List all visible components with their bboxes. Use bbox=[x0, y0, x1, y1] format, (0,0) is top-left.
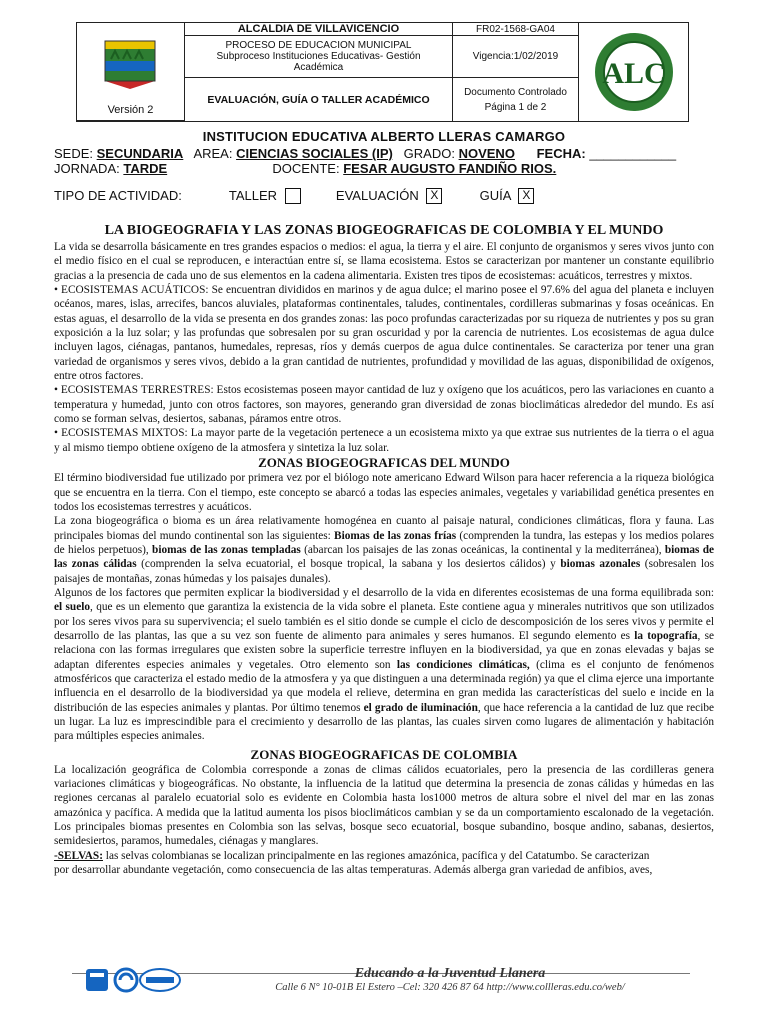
guia-checkbox[interactable]: X bbox=[518, 188, 534, 204]
doc-code: FR02-1568-GA04 bbox=[476, 23, 555, 35]
taller-label: TALLER bbox=[228, 188, 278, 203]
footer-address: Calle 6 N° 10-01B El Estero –Cel: 320 426 87 64 http://www.collleras.edu.co/web/ bbox=[275, 982, 625, 993]
sede-label: SEDE: bbox=[54, 146, 94, 161]
footer-logos-icon bbox=[86, 967, 182, 995]
grado-label: GRADO: bbox=[403, 146, 455, 161]
code-cell bbox=[453, 23, 579, 36]
activity-type-label: TIPO DE ACTIVIDAD: bbox=[54, 188, 182, 203]
info-row-2 bbox=[54, 161, 556, 176]
info-row-1 bbox=[54, 146, 676, 161]
taller-checkbox[interactable] bbox=[285, 188, 301, 204]
heading-colombia-zones: ZONAS BIOGEOGRAFICAS DE COLOMBIA bbox=[250, 746, 518, 762]
municipality-name: ALCALDIA DE VILLAVICENCIO bbox=[237, 23, 400, 35]
controlled-label: Documento Controlado bbox=[464, 86, 567, 98]
paragraph-aquatic: • ECOSISTEMAS ACUÁTICOS: Se encuentran divididos en marinos y de agua dulce; el marino posee el 97.6% del agua del planeta e incluyen océanos, mares, islas, arrecifes, bancos aluviales, plataformas continentales, taludes, continentales, cordilleras submarinas y fosas oceánicas. En estas aguas, el desarrollo de la vida se presenta en dos grandes zonas: las poco profundas caracterizadas por su riqueza de nutrientes y pos su gran exposición a la luz solar; y las profundas que sobresalen por su gran oscuridad y por la carencia de nutrientes. Los ecosistemas de agua dulce incluyen lagos, ciénagas, pantanos, humedales, represas, ríos y demás cuerpos de agua dulce continentales. Se caracteriza por tener una gran variedad de organismos y seres vivos, debido a la gran cantidad de nutrientes, profundidad y movilidad de las aguas, disponibilidad de oxígenos, entre otros factores. bbox=[54, 284, 714, 383]
grado-value: NOVENO bbox=[458, 146, 515, 161]
paragraph-colombia: La localización geográfica de Colombia corresponde a zonas de climas cálidos ecuatoriales, pero la presencia de las cordilleras genera variaciones climáticas y biogeográficas. No obstante, la influencia de la latitud que determina la presencia de zonas cálidas y húmedas en las regiones cercanas al paralelo ecuatorial solo es evidente en Colombia hasta los1000 metros de altura sobre el nivel del mar en las zonas amazónica y pacífica. A medida que la latitud aumenta los pisos bioclimáticos cambian y se da un comportamiento escalonado de la vegetación. Los principales biomas presentes en Colombia son las selvas, bosque seco ecuatorial, bosque subandino, bosque andino, sabanas, desiertos, semidesiertos, paramos, humedales, ciénagas y manglares. bbox=[54, 763, 714, 848]
evaluacion-checkbox[interactable]: X bbox=[426, 188, 442, 204]
paragraph-terrestrial: • ECOSISTEMAS TERRESTRES: Estos ecosistemas poseen mayor cantidad de luz y oxígeno que los acuáticos, pero las variaciones en cuanto a temperatura y humedad, junto con otros factores, son mayores, generando gran diversidad de zonas bioclimáticas alrededor del mundo. Es así como se forman selvas, desiertos, sabanas, páramos entre otros. bbox=[54, 384, 714, 426]
paragraph-factors: Algunos de los factores que permiten explicar la biodiversidad y el desarrollo de la vida en diferentes ecosistemas de una forma equilibrada son: el suelo, que es un elemento que garantiza la existencia de la vida sobre el planeta. Este contiene agua y minerales nutritivos que son utilizados por los seres vivos para su supervivencia; el suelo también es el sitio donde se cumple el ciclo de descomposición de los seres vivos y permite el desarrollo de las plantas, las que a su vez son fuente de alimento para animales y seres humanos. El segundo elemento es la topografía, se relaciona con las formas irregulares que existen sobre la superficie terrestre influyen en la biodiversidad, ya que en zonas elevadas y bajas se adaptan diferentes especies animales y vegetales. Otro elemento son las condiciones climáticas, (clima es el conjunto de fenómenos atmosféricos que caracteriza el estado medio de la atmosfera y ya que distinguen a una determinada región) ya que el clima ejerce una importante influencia en el desarrollo de la biodiversidad ya que modela el relieve, determina en gran medida las características del suelo e incide en la distribución de las especies animales y plantas. Por último tenemos el grado de iluminación, que hace referencia a la cantidad de luz que recibe un lugar. La luz es imprescindible para el crecimiento y desarrollo de las plantas, las cuales sirven como lugares de alimentación y habitación para múltiples especies animales. bbox=[54, 586, 715, 743]
paragraph-mixed: • ECOSISTEMAS MIXTOS: La mayor parte de la vegetación pertenece a un ecosistema mixto ya que extrae sus nutrientes de la tierra o el agua y al mismo tiempo obtiene oxígeno de la atmosfera y sintetiza la luz solar. bbox=[54, 427, 714, 454]
fecha-value[interactable]: ____________ bbox=[589, 146, 677, 161]
paragraph-biodiversity: El término biodiversidad fue utilizado por primera vez por el biólogo note americano Edward Wilson para hacer referencia a la riqueza biológica que se encuentra en la tierra. Con el tiempo, este concepto se abarcó a todas las especies animales, vegetales y variabilidad genética presentes en todos los ecosistemas terrestres y acuáticos. bbox=[54, 472, 714, 513]
docente-label: DOCENTE: bbox=[272, 161, 340, 176]
process-cell bbox=[185, 36, 453, 78]
footer-motto: Educando a la Juventud Llanera bbox=[354, 966, 546, 981]
municipality-cell bbox=[185, 23, 453, 36]
validity-cell bbox=[453, 36, 579, 78]
fecha-label: FECHA: bbox=[536, 146, 586, 161]
paragraph-intro: La vida se desarrolla básicamente en tres grandes espacios o medios: el agua, la tierra y el aire. El conjunto de organismos y seres vivos junto con el medio físico en el cual se reproducen, e interactúan entre sí, se llama ecosistema. Estos se caracterizan por mantener un constante equilibrio gracias a la presencia de cada uno de sus elementos en la cadena alimentaria. Existen tres tipos de ecosistemas: acuáticos, terrestres y mixtos. bbox=[54, 241, 714, 282]
doc-type-title: EVALUACIÓN, GUÍA O TALLER ACADÉMICO bbox=[207, 93, 430, 106]
activity-type-row bbox=[54, 188, 534, 204]
process-title: PROCESO DE EDUCACION MUNICIPAL bbox=[225, 40, 412, 51]
guia-label: GUÍA bbox=[479, 188, 511, 203]
school-logo-icon bbox=[593, 31, 675, 113]
main-title: LA BIOGEOGRAFIA Y LAS ZONAS BIOGEOGRAFICAS DE COLOMBIA Y EL MUNDO bbox=[104, 223, 664, 238]
header-table bbox=[76, 22, 689, 122]
logo-cell bbox=[77, 23, 185, 121]
paragraph-selvas: -SELVAS: las selvas colombianas se localizan principalmente en las regiones amazónica, pacífica y del Catatumbo. Se caracterizan bbox=[54, 849, 650, 862]
validity-date: Vigencia:1/02/2019 bbox=[472, 51, 559, 62]
area-label: AREA: bbox=[193, 146, 233, 161]
area-value: CIENCIAS SOCIALES (IP) bbox=[236, 146, 393, 161]
version-label: Versión 2 bbox=[107, 104, 154, 116]
subprocess-title: Subproceso Instituciones Educativas- Gestión Académica bbox=[216, 51, 421, 73]
school-logo-letters: ALC bbox=[601, 57, 666, 90]
evaluacion-label: EVALUACIÓN bbox=[335, 188, 419, 203]
coat-of-arms-icon bbox=[101, 39, 159, 89]
docente-value: FESAR AUGUSTO FANDIÑO RIOS. bbox=[343, 161, 557, 176]
heading-world-zones: ZONAS BIOGEOGRAFICAS DEL MUNDO bbox=[258, 455, 510, 471]
page-number: Página 1 de 2 bbox=[484, 101, 547, 113]
document-body bbox=[54, 222, 714, 877]
institution-name: INSTITUCION EDUCATIVA ALBERTO LLERAS CAMARGO bbox=[202, 129, 566, 144]
jornada-value: TARDE bbox=[123, 161, 168, 176]
doc-type-cell bbox=[185, 78, 453, 121]
paragraph-selvas-cont: por desarrollar abundante vegetación, como consecuencia de las altas temperaturas. Además alberga gran variedad de anfibios, aves, bbox=[54, 864, 653, 877]
paragraph-biomes: La zona biogeográfica o bioma es un área relativamente homogénea en cuanto al paisaje natural, condiciones climáticas, flora y fauna. Las principales biomas del mundo continental son las siguientes: Biomas de las zonas frías (comprenden la tundra, las estepas y los medios polares de hielos perpetuos), biomas de las zonas templadas (abarcan los paisajes de las zonas oceánicas, la continental y la mediterránea), biomas de las zonas cálidas (comprenden la selva ecuatorial, el bosque tropical, la sabana y los desiertos cálidos) y biomas azonales (sobresalen los paisajes de montañas, zonas húmedas y los paisajes dunales). bbox=[54, 515, 715, 585]
school-logo-cell bbox=[579, 23, 688, 121]
control-cell bbox=[453, 78, 579, 121]
jornada-label: JORNADA: bbox=[54, 161, 120, 176]
sede-value: SECUNDARIA bbox=[96, 146, 184, 161]
